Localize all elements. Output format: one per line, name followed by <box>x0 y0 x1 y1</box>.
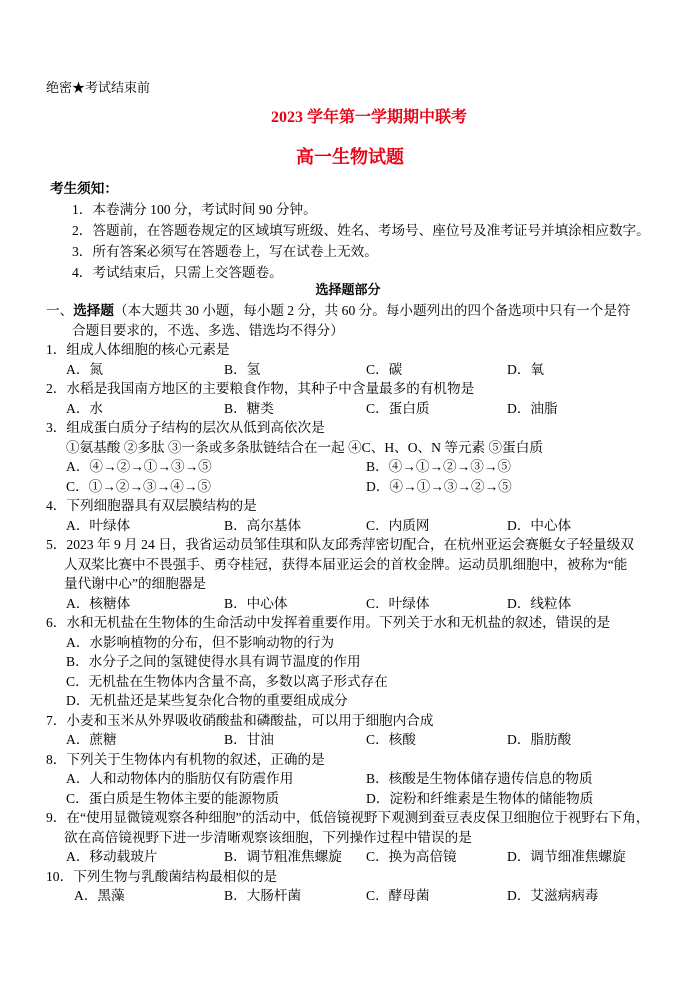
option-row <box>0 789 696 809</box>
question-10 <box>0 867 696 906</box>
option-row <box>0 769 696 789</box>
question-stem <box>0 750 696 770</box>
question-stem <box>0 418 696 438</box>
question-stem <box>0 711 696 731</box>
option-b: B．调节粗准焦螺旋 <box>224 849 342 865</box>
option-d: D．无机盐还是某些复杂化合物的重要组成成分 <box>66 693 348 709</box>
section-description-continued: 合题目要求的，不选、多选、错选均不得分） <box>72 322 344 338</box>
option-b: B．核酸是生物体储存遗传信息的物质 <box>366 771 593 787</box>
question-number: 7． <box>46 712 67 728</box>
option-a: A．移动载玻片 <box>66 849 158 865</box>
option-d: D．线粒体 <box>507 595 572 611</box>
option-a: A．水 <box>66 400 104 416</box>
option-d: D．淀粉和纤维素是生物体的储能物质 <box>366 790 594 806</box>
confidential-label: 绝密★考试结束前 <box>46 80 151 95</box>
question-stem <box>0 535 696 555</box>
option-b: B．糖类 <box>224 400 274 416</box>
option-row <box>0 594 696 614</box>
question-list <box>0 301 696 906</box>
question-text: 组成人体细胞的核心元素是 <box>66 342 230 358</box>
option-row <box>0 457 696 477</box>
option-c: C．无机盐在生物体内含量不高，多数以离子形式存在 <box>66 673 388 689</box>
option-a: A．氮 <box>66 361 104 377</box>
question-number: 9． <box>46 810 67 826</box>
question-4 <box>0 496 696 535</box>
exam-title: 2023 学年第一学期期中联考 <box>271 109 468 126</box>
question-text: 下列关于生物体内有机物的叙述，正确的是 <box>66 751 325 767</box>
option-c: C．酵母菌 <box>366 888 430 904</box>
question-number: 5． <box>46 537 67 553</box>
option-c: C．换为高倍镜 <box>366 849 457 865</box>
option-b: B．高尔基体 <box>224 517 302 533</box>
option-row <box>0 847 696 867</box>
question-number: 1． <box>46 342 67 358</box>
question-text: 在“使用显微镜观察各种细胞”的活动中，低倍镜视野下观测到蚕豆表皮保卫细胞位于视野右下角， <box>66 810 650 826</box>
part-title: 选择题部分 <box>315 282 381 297</box>
question-text: 下列细胞器具有双层膜结构的是 <box>66 498 257 514</box>
question-text: 水和无机盐在生物体的生命活动中发挥着重要作用。下列关于水和无机盐的叙述，错误的是 <box>66 615 611 631</box>
exam-subtitle: 高一生物试题 <box>296 147 404 167</box>
question-2 <box>0 379 696 418</box>
option-d: D．调节细准焦螺旋 <box>507 849 626 865</box>
notice-item: 1．本卷满分 100 分，考试时间 90 分钟。 <box>72 202 317 217</box>
option-d: D．氧 <box>507 361 545 377</box>
section-heading <box>0 301 696 321</box>
option-row <box>0 360 696 380</box>
option-d: D．中心体 <box>507 517 572 533</box>
question-number: 4． <box>46 498 67 514</box>
section-number: 一、 <box>46 303 74 318</box>
notice-heading: 考生须知： <box>50 181 118 196</box>
question-text: 小麦和玉米从外界吸收硝酸盐和磷酸盐，可以用于细胞内合成 <box>66 712 434 728</box>
option-a: A．蔗糖 <box>66 732 117 748</box>
question-1 <box>0 340 696 379</box>
option-c: C．蛋白质是生物体主要的能源物质 <box>66 790 279 806</box>
question-5 <box>0 535 696 613</box>
question-text: 2023 年 9 月 24 日，我省运动员邹佳琪和队友邱秀萍密切配合，在杭州亚运会赛艇女子轻量级双 <box>66 537 634 553</box>
option-d: D．油脂 <box>507 400 558 416</box>
question-number: 3． <box>46 420 67 436</box>
question-text-continued: 欲在高倍镜视野下进一步清晰观察该细胞，下列操作过程中错误的是 <box>64 829 472 845</box>
section-name: 选择题 <box>73 303 114 318</box>
option-b: B．甘油 <box>224 732 274 748</box>
question-text: 下列生物与乳酸菌结构最相似的是 <box>73 868 278 884</box>
question-text: 水稻是我国南方地区的主要粮食作物，其种子中含量最多的有机物是 <box>66 381 475 397</box>
section-description: （本大题共 30 小题，每小题 2 分，共 60 分。每小题列出的四个备选项中只有一个是符 <box>113 303 631 318</box>
question-7 <box>0 711 696 750</box>
question-number: 2． <box>46 381 67 397</box>
option-b: B．中心体 <box>224 595 288 611</box>
option-row <box>0 477 696 497</box>
question-text: 组成蛋白质分子结构的层次从低到高依次是 <box>66 420 325 436</box>
notice-item: 2．答题前，在答题卷规定的区域填写班级、姓名、考场号、座位号及准考证号并填涂相应数字。 <box>72 223 650 238</box>
option-d: D．④→①→③→②→⑤ <box>366 478 512 494</box>
question-stem <box>0 867 696 887</box>
option-b: B．大肠杆菌 <box>224 888 302 904</box>
option-a: A．人和动物体内的脂肪仅有防震作用 <box>66 771 294 787</box>
option-d: D．脂肪酸 <box>507 732 572 748</box>
option-a: A．水影响植物的分布，但不影响动物的行为 <box>66 634 335 650</box>
notice-item: 4．考试结束后，只需上交答题卷。 <box>72 265 283 280</box>
option-c: C．①→②→③→④→⑤ <box>66 478 212 494</box>
question-6 <box>0 613 696 711</box>
option-a: A．黑藻 <box>74 888 125 904</box>
question-number: 10． <box>46 868 74 884</box>
question-stem <box>0 496 696 516</box>
question-3 <box>0 418 696 496</box>
option-c: C．碳 <box>366 361 403 377</box>
option-row <box>0 730 696 750</box>
option-a: A．叶绿体 <box>66 517 131 533</box>
question-stem <box>0 340 696 360</box>
option-c: C．蛋白质 <box>366 400 430 416</box>
option-d: D．艾滋病病毒 <box>507 888 599 904</box>
option-a: A．④→②→①→③→⑤ <box>66 459 212 475</box>
question-stem <box>0 808 696 828</box>
question-9 <box>0 808 696 867</box>
notice-item: 3．所有答案必须写在答题卷上，写在试卷上无效。 <box>72 244 378 259</box>
option-c: C．叶绿体 <box>366 595 430 611</box>
question-text-continued: 人双桨比赛中不畏强手、勇夺桂冠，获得本届亚运会的首枚金牌。运动员肌细胞中，被称为“能 <box>64 556 628 572</box>
option-row <box>0 516 696 536</box>
option-b: B．④→①→②→③→⑤ <box>366 459 512 475</box>
question-number: 8． <box>46 751 67 767</box>
question-stem <box>0 613 696 633</box>
question-items: ①氨基酸 ②多肽 ③一条或多条肽链结合在一起 ④C、H、O、N 等元素 ⑤蛋白质 <box>66 439 543 455</box>
option-c: C．核酸 <box>366 732 416 748</box>
option-row <box>0 886 696 906</box>
option-b: B．氢 <box>224 361 261 377</box>
question-8 <box>0 750 696 809</box>
option-row <box>0 399 696 419</box>
question-text-continued: 量代谢中心”的细胞器是 <box>64 576 206 592</box>
candidate-notice <box>0 178 696 283</box>
question-number: 6． <box>46 615 67 631</box>
option-c: C．内质网 <box>366 517 430 533</box>
option-a: A．核糖体 <box>66 595 131 611</box>
option-b: B．水分子之间的氢键使得水具有调节温度的作用 <box>66 654 361 670</box>
question-stem <box>0 379 696 399</box>
